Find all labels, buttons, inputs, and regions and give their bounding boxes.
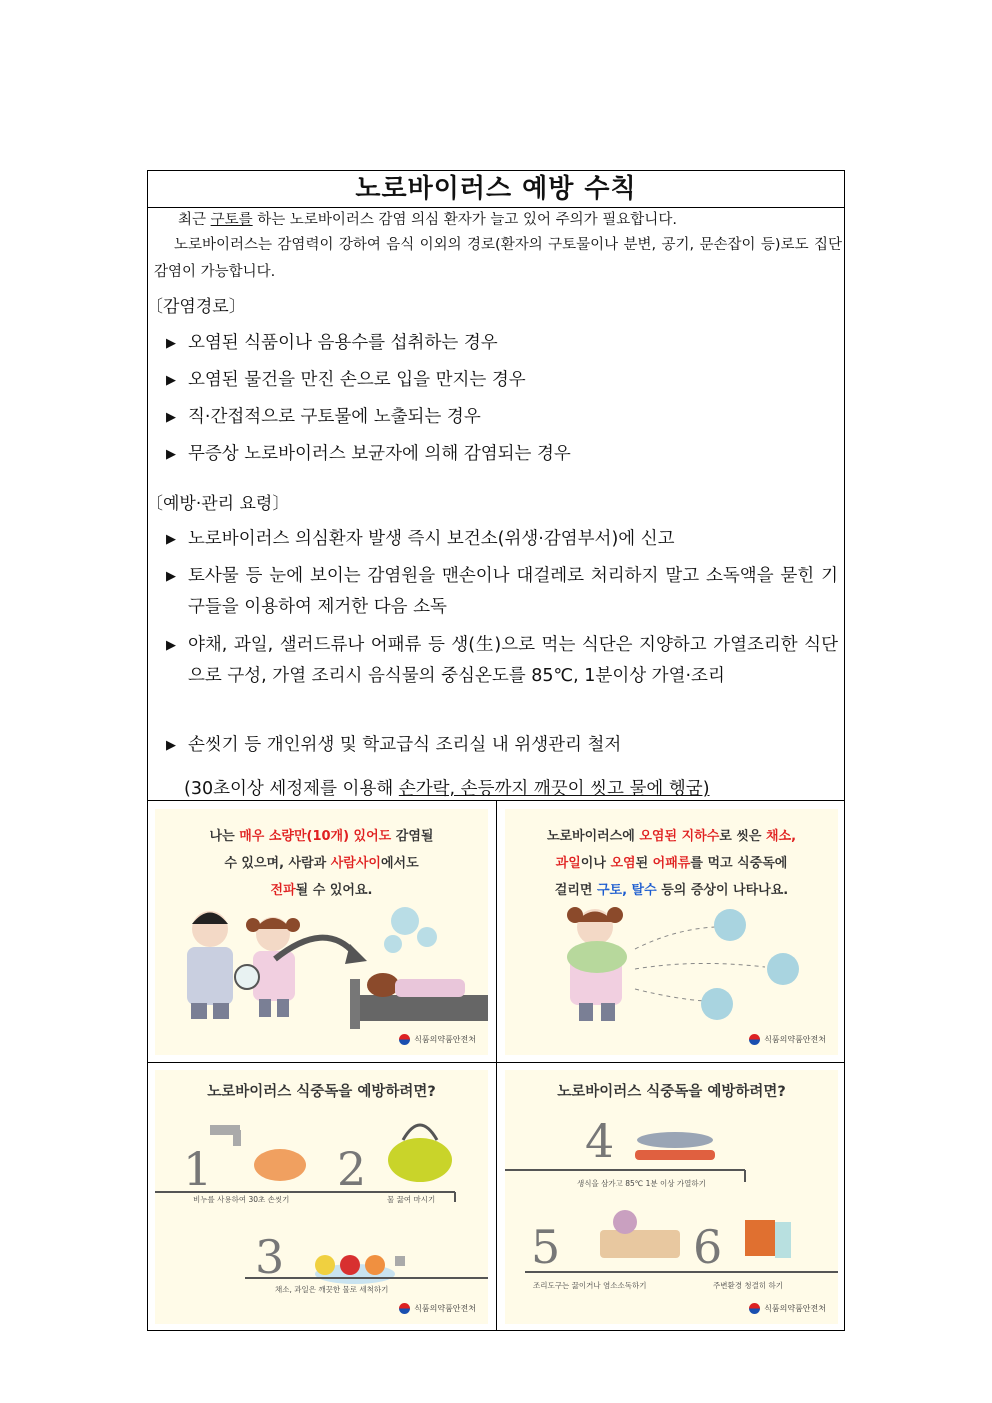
- item-text: 노로바이러스 의심환자 발생 즉시 보건소(위생·감염부서)에 신고: [188, 529, 675, 549]
- mfds-logo: [749, 1303, 826, 1314]
- infographic-panel-spread: [155, 809, 488, 1055]
- caption-text: 에서도: [380, 856, 419, 871]
- step-caption: 비누를 사용하여 30초 손씻기: [193, 1195, 290, 1204]
- caption-highlight: 오염된 지하수: [639, 829, 720, 844]
- infection-item: [166, 328, 838, 359]
- caption-text: 등의 증상이 나타나요.: [656, 883, 789, 898]
- prevention-item: [166, 561, 838, 623]
- caption-highlight: 사람사이: [330, 856, 381, 871]
- item-text: 오염된 물건을 만진 손으로 입을 만지는 경우: [188, 370, 526, 390]
- caption-highlight: 어패류: [652, 856, 691, 871]
- infection-heading: 〔감염경로〕: [146, 297, 246, 317]
- triangle-bullet-icon: ▶: [166, 638, 176, 653]
- infection-item: [166, 402, 838, 433]
- step-caption: 생식을 삼가고 85℃ 1분 이상 가열하기: [577, 1179, 706, 1188]
- text-area: [148, 208, 844, 800]
- item-text: 손씻기 등 개인위생 및 학교급식 조리실 내 위생관리 철저: [188, 735, 622, 755]
- caption-highlight: 채소,: [765, 829, 797, 844]
- step-number: 4: [585, 1114, 615, 1168]
- intro-text: 하는 노로바이러스 감염 의심 환자가 늘고 있어 주의가 필요합니다.: [252, 212, 677, 228]
- prevention-item: [166, 524, 838, 555]
- intro-line-1: [154, 207, 842, 234]
- mfds-logo: [749, 1034, 826, 1045]
- panel-title: 노로바이러스 식중독을 예방하려면?: [207, 1084, 436, 1100]
- step-number: 5: [531, 1220, 561, 1274]
- item-text: 직·간접적으로 구토물에 노출되는 경우: [188, 407, 481, 427]
- step-caption: 물 끓여 마시기: [387, 1195, 436, 1204]
- title-row: [148, 171, 844, 208]
- mfds-logo: [399, 1303, 476, 1314]
- handwash-note: [184, 775, 710, 800]
- note-text: (30초이상 세정제를 이용해: [184, 779, 399, 799]
- step-number: 6: [693, 1220, 723, 1274]
- note-underlined: 손가락, 손등까지 깨끗이 씻고 물에 헹굼): [398, 779, 710, 799]
- infographic-panel-prevention-1: [155, 1070, 488, 1324]
- step-caption: 주변환경 청결히 하기: [713, 1281, 783, 1290]
- logo-text: 식품의약품안전처: [414, 1035, 476, 1044]
- logo-text: 식품의약품안전처: [414, 1304, 476, 1313]
- step-caption: 조리도구는 끓이거나 염소소독하기: [533, 1281, 647, 1290]
- step-number: 3: [255, 1230, 285, 1284]
- caption-text: 를 먹고 식중독에: [690, 856, 788, 871]
- prevention-heading: 〔예방·관리 요령〕: [146, 494, 290, 514]
- intro-underlined: 구토를: [210, 212, 253, 228]
- panel-title: 노로바이러스 식중독을 예방하려면?: [557, 1084, 786, 1100]
- item-text: 오염된 식품이나 음용수를 섭취하는 경우: [188, 333, 498, 353]
- infographic-panel-prevention-2: [505, 1070, 838, 1324]
- step-number: 1: [183, 1142, 213, 1196]
- caption-highlight: 매우 소량만(10개) 있어도: [239, 829, 392, 844]
- caption-text: 수 있으며, 사람과: [224, 856, 331, 871]
- intro-text: 최근: [178, 212, 211, 228]
- girl-with-vegetables-illustration: [505, 809, 838, 1055]
- caption-text: 노로바이러스에: [546, 829, 640, 844]
- triangle-bullet-icon: ▶: [166, 336, 176, 351]
- caption-text: 될 수 있어요.: [295, 883, 373, 898]
- triangle-bullet-icon: ▶: [166, 447, 176, 462]
- triangle-bullet-icon: ▶: [166, 532, 176, 547]
- infection-item: [166, 365, 838, 396]
- page-title: 노로바이러스 예방 수칙: [355, 174, 637, 204]
- caption-text: 걸리면: [554, 883, 597, 898]
- caption-text: 이나: [580, 856, 611, 871]
- logo-text: 식품의약품안전처: [764, 1035, 826, 1044]
- prevention-item: [166, 730, 838, 761]
- triangle-bullet-icon: ▶: [166, 569, 176, 584]
- caption-highlight: 오염: [610, 856, 636, 871]
- triangle-bullet-icon: ▶: [166, 738, 176, 753]
- government-emblem-icon: [749, 1303, 760, 1314]
- logo-text: 식품의약품안전처: [764, 1304, 826, 1313]
- infection-item: [166, 439, 838, 470]
- infographic-panel-symptoms: [505, 809, 838, 1055]
- triangle-bullet-icon: ▶: [166, 373, 176, 388]
- caption-highlight: 구토, 탈수: [596, 883, 657, 898]
- caption-text: 나는: [209, 829, 240, 844]
- item-text: 토사물 등 눈에 보이는 감염원을 맨손이나 대걸레로 처리하지 말고 소독액을 묻힌 기구들을 이용하여 제거한 다음 소독: [188, 566, 838, 617]
- triangle-bullet-icon: ▶: [166, 410, 176, 425]
- item-text: 무증상 노로바이러스 보균자에 의해 감염되는 경우: [188, 444, 571, 464]
- government-emblem-icon: [399, 1034, 410, 1045]
- intro-line-2: 노로바이러스는 감염력이 강하여 음식 이외의 경로(환자의 구토물이나 분변, 공기, 문손잡이 등)로도 집단감염이 가능합니다.: [154, 237, 842, 280]
- caption-text: 감염될: [391, 829, 434, 844]
- step-number: 2: [337, 1142, 367, 1196]
- caption-text: 된: [635, 856, 653, 871]
- step-caption: 채소, 과일은 깨끗한 물로 세척하기: [275, 1285, 389, 1294]
- document-frame: [147, 170, 845, 1331]
- caption-text: 로 씻은: [719, 829, 766, 844]
- children-illustration: [155, 809, 488, 1055]
- prevention-item: [166, 630, 838, 692]
- mfds-logo: [399, 1034, 476, 1045]
- divider: [496, 800, 497, 1330]
- caption-highlight: 과일: [555, 856, 581, 871]
- caption-highlight: 전파: [270, 883, 296, 898]
- item-text: 야채, 과일, 샐러드류나 어패류 등 생(生)으로 먹는 식단은 지양하고 가열조리한 식단으로 구성, 가열 조리시 음식물의 중심온도를 85℃, 1분이상 가열·조리: [188, 635, 838, 686]
- government-emblem-icon: [399, 1303, 410, 1314]
- infographic-grid: [148, 800, 844, 1330]
- government-emblem-icon: [749, 1034, 760, 1045]
